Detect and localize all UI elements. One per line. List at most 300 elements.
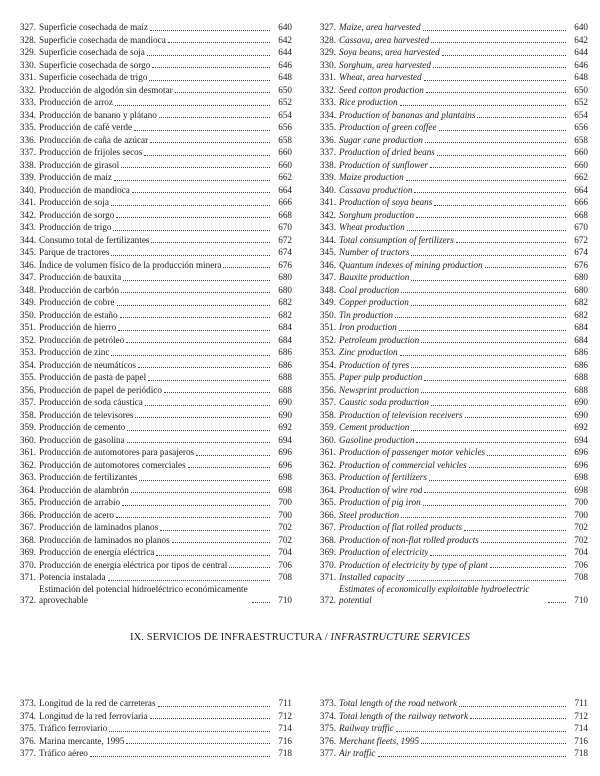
entry-page-number: 708 [574, 572, 588, 582]
entry-title: Producción de pasta de papel [39, 372, 147, 382]
dot-leader [456, 242, 566, 243]
dot-leader [396, 731, 566, 732]
toc-entry [306, 459, 588, 472]
toc-entry [306, 184, 588, 197]
entry-number: 377. [19, 748, 36, 758]
entry-page-number: 712 [278, 710, 292, 721]
entry-title: Newsprint production [339, 384, 420, 395]
entry-number: 348. [19, 284, 36, 295]
toc-entry [306, 371, 588, 384]
entry-title: Steel production [339, 509, 400, 520]
dot-leader [406, 180, 566, 181]
dot-leader [150, 30, 270, 31]
toc-entry [6, 246, 292, 259]
entry-page-number: 640 [278, 22, 292, 32]
entry-title: Marina mercante, 1995 [39, 735, 125, 746]
entry-page-number: 686 [278, 347, 292, 357]
entry-number: 367. [319, 522, 336, 532]
dot-leader [148, 380, 270, 381]
dot-leader [469, 467, 566, 468]
dot-leader [439, 130, 566, 131]
entry-page-number: 714 [278, 723, 292, 733]
entry-title: Producción de arroz [39, 97, 113, 107]
entry-number: 366. [19, 509, 36, 520]
toc-entry [306, 471, 588, 484]
toc-entry [6, 747, 292, 760]
entry-number: 364. [19, 484, 36, 495]
entry-number: 338. [319, 159, 336, 170]
dot-leader [423, 30, 566, 31]
entry-number: 357. [19, 397, 36, 407]
entry-page-number: 674 [574, 247, 588, 257]
entry-title: Producción de energía eléctrica [39, 547, 155, 557]
toc-entry [6, 409, 292, 422]
toc-entry [306, 409, 588, 422]
dot-leader [159, 117, 270, 118]
entry-title: Producción de sorgo [39, 209, 115, 220]
dot-leader [134, 130, 270, 131]
entry-page-number: 696 [574, 459, 588, 470]
entry-number: 343. [319, 222, 336, 232]
toc-entry [6, 697, 292, 710]
entry-number: 330. [19, 59, 36, 70]
dot-leader [252, 602, 270, 603]
entry-number: 349. [319, 297, 336, 307]
entry-number: 337. [319, 147, 336, 157]
entry-title: Total consumption of fertilizers [339, 234, 454, 245]
dot-leader [407, 230, 566, 231]
toc-entry [6, 21, 292, 34]
entry-page-number: 692 [278, 422, 292, 432]
dot-leader [421, 743, 566, 744]
entry-number: 353. [319, 347, 336, 357]
entry-number: 360. [19, 434, 36, 445]
dot-leader [442, 55, 566, 56]
entry-page-number: 700 [574, 509, 588, 520]
entry-page-number: 688 [278, 372, 292, 382]
toc-entry [6, 109, 292, 122]
entry-title: Longitud de la red ferroviaria [39, 710, 148, 721]
dot-leader [431, 42, 566, 43]
dot-leader [429, 480, 566, 481]
toc-entry [306, 71, 588, 84]
dot-leader [113, 230, 270, 231]
dot-leader [223, 267, 270, 268]
toc-entry [306, 559, 588, 572]
entry-page-number: 660 [278, 159, 292, 170]
dot-leader [399, 330, 566, 331]
entry-page-number: 680 [574, 272, 588, 282]
toc-entry [6, 571, 292, 584]
entry-title: Gasoline production [339, 434, 415, 445]
dot-leader [149, 80, 270, 81]
entry-page-number: 702 [278, 534, 292, 545]
dot-leader [434, 205, 566, 206]
entry-page-number: 712 [574, 710, 588, 721]
entry-page-number: 656 [278, 122, 292, 132]
entry-title: Estimates of economically exploitable hydroelectric potential [339, 583, 530, 605]
toc-entry [6, 471, 292, 484]
entry-page-number: 710 [574, 594, 588, 605]
entry-page-number: 716 [278, 735, 292, 746]
entry-page-number: 698 [574, 472, 588, 482]
dot-leader [121, 167, 270, 168]
dot-leader [188, 467, 270, 468]
dot-leader [424, 80, 566, 81]
entry-page-number: 686 [574, 359, 588, 370]
toc-entry [6, 459, 292, 472]
entry-page-number: 698 [278, 472, 292, 482]
entry-title: Production of electricity [339, 547, 429, 557]
dot-leader [378, 756, 567, 757]
entry-title: Production of non-flat rolled products [339, 534, 479, 545]
entry-title: Estimación del potencial hidroeléctrico económicamente aprovechable [39, 583, 248, 605]
entry-page-number: 646 [574, 59, 588, 70]
entry-number: 345. [19, 247, 36, 257]
toc-entry [6, 396, 292, 409]
entry-page-number: 642 [574, 34, 588, 45]
entry-page-number: 702 [574, 522, 588, 532]
entry-title: Production of pig iron [339, 497, 421, 507]
entry-page-number: 650 [574, 84, 588, 95]
toc-entry [6, 496, 292, 509]
entry-number: 365. [19, 497, 36, 507]
entry-title: Cassava, area harvested [339, 34, 430, 45]
toc-entry [6, 259, 292, 272]
entry-number: 327. [19, 22, 36, 32]
entry-title: Potencia instalada [39, 572, 106, 582]
dot-leader [548, 602, 566, 603]
dot-leader [433, 67, 566, 68]
toc-entry [6, 722, 292, 735]
toc-entry [6, 446, 292, 459]
entry-title: Producción de acero [39, 509, 114, 520]
toc-entry [6, 359, 292, 372]
entry-number: 363. [19, 472, 36, 482]
entry-number: 344. [19, 234, 36, 245]
entry-number: 332. [19, 84, 36, 95]
dot-leader [144, 155, 270, 156]
entry-title: Producción de laminados planos [39, 522, 159, 532]
entry-number: 359. [319, 422, 336, 432]
toc-entry [6, 209, 292, 222]
entry-number: 366. [319, 509, 336, 520]
entry-title: Copper production [339, 297, 409, 307]
dot-leader [400, 355, 566, 356]
dot-leader [108, 580, 270, 581]
entry-title: Producción de girasol [39, 159, 120, 170]
toc-entry [6, 271, 292, 284]
entry-page-number: 676 [278, 259, 292, 270]
dot-leader [423, 505, 566, 506]
entry-page-number: 702 [574, 534, 588, 545]
entry-title: Producción de automotores comerciales [39, 459, 186, 470]
toc-entry [306, 697, 588, 710]
entry-title: Producción de carbón [39, 284, 120, 295]
dot-leader [90, 756, 270, 757]
dot-leader [395, 317, 566, 318]
toc-entry [6, 321, 292, 334]
entry-title: Producción de algodón sin desmotar [39, 84, 173, 95]
dot-leader [109, 731, 270, 732]
dot-leader [135, 417, 270, 418]
dot-leader [139, 480, 270, 481]
toc-entry [306, 59, 588, 72]
toc-entry [306, 334, 588, 347]
entry-number: 375. [19, 723, 36, 733]
dot-leader [168, 42, 270, 43]
dot-leader [115, 105, 270, 106]
entry-page-number: 664 [574, 184, 588, 195]
entry-page-number: 692 [574, 422, 588, 432]
entry-title: Wheat production [339, 222, 405, 232]
dot-leader [164, 392, 270, 393]
entry-page-number: 648 [574, 72, 588, 82]
toc-entry [306, 134, 588, 147]
dot-leader [459, 706, 566, 707]
entry-number: 350. [319, 309, 336, 320]
toc-entry [306, 521, 588, 534]
dot-leader [477, 117, 566, 118]
entry-title: Producción de bauxita [39, 272, 122, 282]
entry-title: Sorghum, area harvested [339, 59, 431, 70]
toc-entry [6, 221, 292, 234]
entry-title: Rice production [339, 97, 398, 107]
dot-leader [464, 530, 566, 531]
entry-title: Producción de zinc [39, 347, 110, 357]
entry-page-number: 696 [574, 447, 588, 457]
dot-leader [127, 442, 270, 443]
entry-number: 330. [319, 59, 336, 70]
entry-title: Producción de fertilizantes [39, 472, 138, 482]
entry-title: Producción de estaño [39, 309, 118, 320]
entry-number: 371. [19, 572, 36, 582]
entry-page-number: 690 [574, 397, 588, 407]
entry-number: 374. [19, 710, 36, 721]
entry-number: 345. [319, 247, 336, 257]
toc-entry [306, 46, 588, 59]
entry-title: Producción de energía eléctrica por tipos de central [39, 559, 228, 570]
entry-page-number: 652 [278, 97, 292, 107]
section-heading-spanish: IX. SERVICIOS DE INFRAESTRUCTURA [130, 632, 322, 643]
dot-leader [411, 430, 566, 431]
entry-page-number: 682 [574, 309, 588, 320]
toc-entry [306, 434, 588, 447]
entry-title: Cement production [339, 422, 410, 432]
entry-number: 343. [19, 222, 36, 232]
entry-title: Producción de neumáticos [39, 359, 136, 370]
entry-page-number: 700 [278, 497, 292, 507]
toc-entry [6, 521, 292, 534]
toc-entry [306, 21, 588, 34]
toc-right-column-english-infrastructure [306, 697, 588, 760]
entry-number: 332. [319, 84, 336, 95]
toc-entry [306, 84, 588, 97]
entry-page-number: 684 [278, 322, 292, 332]
toc-entry [306, 296, 588, 309]
dot-leader [117, 305, 270, 306]
section-heading-separator: / [322, 632, 331, 643]
toc-entry [306, 246, 588, 259]
entry-number: 363. [319, 472, 336, 482]
entry-page-number: 676 [574, 259, 588, 270]
toc-entry [306, 484, 588, 497]
entry-number: 372. [19, 594, 36, 605]
dot-leader [229, 567, 270, 568]
toc-entry [306, 509, 588, 522]
entry-title: Cassava production [339, 184, 413, 195]
dot-leader [175, 92, 270, 93]
entry-title: Producción de gasolina [39, 434, 125, 445]
entry-title: Tráfico ferroviario [39, 723, 108, 733]
toc-entry [306, 446, 588, 459]
dot-leader [430, 167, 566, 168]
toc-entry [306, 735, 588, 748]
entry-page-number: 690 [278, 397, 292, 407]
dot-leader [437, 155, 566, 156]
entry-number: 339. [19, 172, 36, 182]
entry-number: 360. [319, 434, 336, 445]
toc-entry [6, 34, 292, 47]
entry-number: 346. [319, 259, 336, 270]
toc-entry [306, 584, 588, 606]
entry-title: Superficie cosechada de soja [39, 47, 145, 57]
entry-page-number: 682 [574, 297, 588, 307]
dot-leader [401, 292, 566, 293]
dot-leader [411, 255, 566, 256]
entry-number: 362. [19, 459, 36, 470]
entry-page-number: 711 [278, 698, 292, 708]
entry-number: 341. [19, 197, 36, 207]
toc-right-column-english [306, 21, 588, 606]
entry-page-number: 706 [278, 559, 292, 570]
entry-number: 361. [319, 447, 336, 457]
entry-page-number: 696 [278, 447, 292, 457]
entry-page-number: 688 [278, 384, 292, 395]
dot-leader [121, 292, 270, 293]
entry-page-number: 650 [278, 84, 292, 95]
toc-entry [6, 284, 292, 297]
entry-number: 368. [19, 534, 36, 545]
entry-number: 338. [19, 159, 36, 170]
toc-entry [6, 434, 292, 447]
entry-page-number: 666 [574, 197, 588, 207]
toc-entry [306, 359, 588, 372]
entry-number: 335. [319, 122, 336, 132]
entry-page-number: 686 [278, 359, 292, 370]
entry-number: 327. [319, 22, 336, 32]
toc-entry [306, 196, 588, 209]
entry-page-number: 640 [574, 22, 588, 32]
entry-title: Seed cotton production [339, 84, 424, 95]
dot-leader [470, 718, 566, 719]
entry-number: 365. [319, 497, 336, 507]
dot-leader [131, 492, 270, 493]
entry-title: Production of soya beans [339, 197, 433, 207]
entry-number: 369. [19, 547, 36, 557]
dot-leader [151, 242, 270, 243]
entry-page-number: 664 [278, 184, 292, 195]
toc-entry [6, 509, 292, 522]
dot-leader [487, 455, 566, 456]
dot-leader [127, 430, 270, 431]
toc-left-column-spanish [6, 21, 292, 606]
dot-leader [114, 180, 270, 181]
entry-number: 376. [19, 735, 36, 746]
entry-number: 333. [319, 97, 336, 107]
entry-title: Production of dried beans [339, 147, 435, 157]
section-heading-english: INFRASTRUCTURE SERVICES [330, 632, 470, 643]
entry-title: Producción de maíz [39, 172, 112, 182]
toc-entry [6, 196, 292, 209]
entry-page-number: 666 [278, 197, 292, 207]
entry-title: Merchant fleets, 1995 [339, 735, 420, 746]
entry-title: Bauxite production [339, 272, 410, 282]
dot-leader [424, 380, 566, 381]
toc-entry [306, 259, 588, 272]
toc-entry [6, 96, 292, 109]
entry-title: Producción de soja [39, 197, 109, 207]
entry-title: Superficie cosechada de maíz [39, 22, 148, 32]
dot-leader [407, 580, 566, 581]
entry-number: 369. [319, 547, 336, 557]
dot-leader [172, 542, 270, 543]
toc-entry [306, 496, 588, 509]
dot-leader [160, 530, 270, 531]
entry-title: Producción de soda cáustica [39, 397, 143, 407]
entry-title: Maize production [339, 172, 404, 182]
toc-entry [306, 346, 588, 359]
entry-number: 329. [19, 47, 36, 57]
toc-entry [6, 84, 292, 97]
entry-title: Production of green coffee [339, 122, 437, 132]
entry-title: Caustic soda production [339, 397, 430, 407]
entry-number: 342. [19, 209, 36, 220]
entry-title: Production of fertilizers [339, 472, 427, 482]
entry-title: Producción de automotores para pasajeros [39, 447, 195, 457]
entry-title: Producción de petróleo [39, 334, 125, 345]
dot-leader [431, 405, 566, 406]
entry-number: 372. [319, 594, 336, 605]
entry-number: 342. [319, 209, 336, 220]
entry-number: 358. [19, 409, 36, 420]
dot-leader [158, 706, 270, 707]
entry-number: 354. [19, 359, 36, 370]
entry-number: 334. [19, 109, 36, 120]
toc-entry [306, 571, 588, 584]
entry-number: 350. [19, 309, 36, 320]
entry-page-number: 682 [278, 297, 292, 307]
entry-page-number: 688 [574, 372, 588, 382]
entry-page-number: 694 [574, 434, 588, 445]
entry-title: Production of flat rolled products [339, 522, 463, 532]
entry-page-number: 672 [278, 234, 292, 245]
entry-page-number: 672 [574, 234, 588, 245]
entry-page-number: 696 [278, 459, 292, 470]
entry-number: 333. [19, 97, 36, 107]
entry-number: 354. [319, 359, 336, 370]
entry-number: 340. [319, 184, 336, 195]
entry-page-number: 668 [574, 209, 588, 220]
entry-page-number: 698 [574, 484, 588, 495]
entry-title: Production of commercial vehicles [339, 459, 467, 470]
dot-leader [116, 517, 270, 518]
toc-entry [306, 121, 588, 134]
dot-leader [400, 105, 566, 106]
entry-title: Coal production [339, 284, 400, 295]
entry-number: 361. [19, 447, 36, 457]
dot-leader [424, 492, 566, 493]
